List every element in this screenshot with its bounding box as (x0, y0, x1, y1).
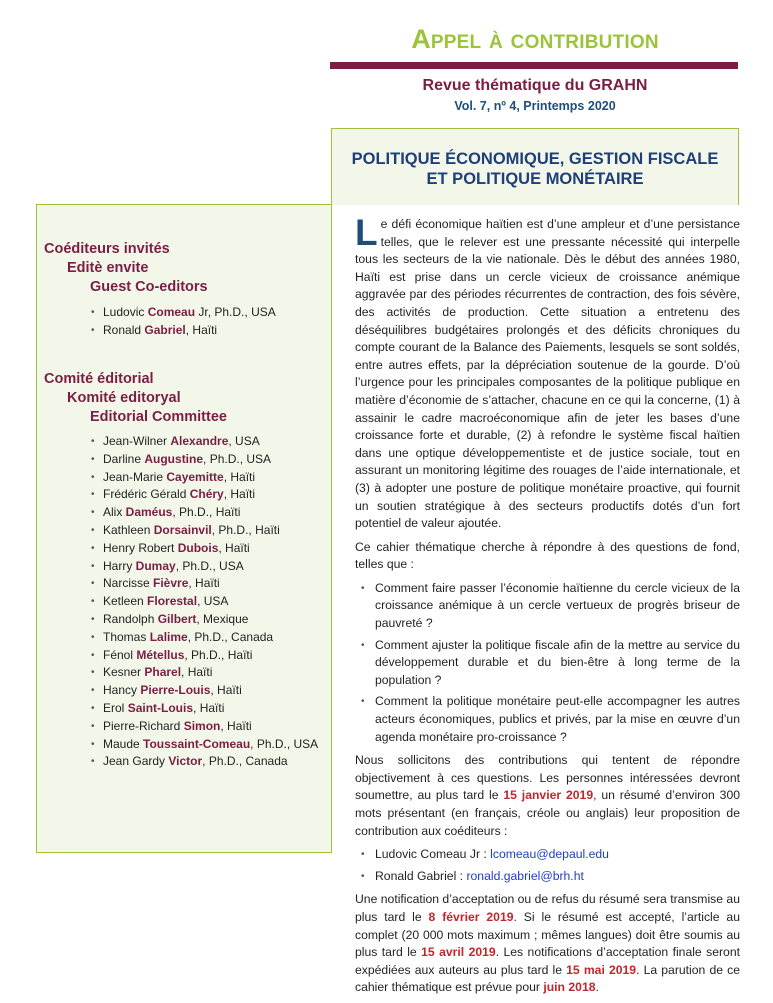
notification-text: . Les notifications d’acceptation finale seront expédiées aux auteurs au plus tard le (355, 945, 740, 977)
editor-details: , Ph.D., Haïti (172, 505, 241, 520)
editor-first-name: Henry Robert (103, 540, 178, 555)
theme-title (332, 149, 738, 189)
editor-details: , Haïti (188, 576, 220, 591)
theme-line-1: POLITIQUE ÉCONOMIQUE, GESTION FISCALE (351, 150, 719, 168)
editor-first-name: Narcisse (103, 576, 154, 591)
editor-details: Jr, Ph.D., USA (195, 305, 276, 319)
editor-last-name: Comeau (147, 305, 196, 319)
committee-heading-ht: Komité editoryal (67, 390, 181, 406)
editor-first-name: Hancy (103, 683, 141, 698)
editor-first-name: Pierre-Richard (103, 718, 184, 733)
editor-first-name: Erol (103, 700, 128, 715)
editor-last-name: Gilbert (157, 611, 197, 626)
theme-box (331, 128, 739, 205)
editor-last-name: Chéry (189, 487, 224, 502)
notification-text: Une notification d’acceptation ou de refus du résumé sera transmise au plus tard le (355, 892, 740, 924)
journal-name: Revue thématique du GRAHN (422, 77, 648, 94)
editor-item (91, 629, 318, 647)
editor-details: , Ph.D., Haïti (184, 647, 253, 662)
editor-last-name: Daméus (125, 505, 173, 520)
editor-details: , Haïti (193, 700, 225, 715)
question-item: • Comment ajuster la politique fiscale afin de la mettre au service du développement durable et du bien-être à long terme de la population ? (355, 637, 740, 690)
questions-intro: Ce cahier thématique cherche à répondre à des questions de fond, telles que : (355, 539, 740, 572)
editor-first-name: Darline (103, 451, 145, 466)
submission-paragraph (355, 752, 740, 840)
editor-last-name: Alexandre (170, 434, 229, 448)
notification-date: 8 février 2019 (428, 909, 514, 924)
editor-details: , Ph.D., USA (250, 736, 319, 751)
drop-cap: L (355, 212, 378, 253)
editor-first-name: Kathleen (103, 522, 154, 537)
editor-last-name: Fièvre (153, 576, 189, 591)
editor-details: , Ph.D., Canada (202, 754, 288, 769)
intro-paragraph (355, 212, 740, 533)
editor-details: , Ph.D., USA (203, 451, 272, 466)
editor-last-name: Florestal (147, 594, 198, 609)
editor-item (91, 664, 318, 682)
editor-first-name: Maude (103, 736, 144, 751)
editor-first-name: Jean-Marie (103, 469, 167, 484)
committee-heading-fr: Comité éditorial (44, 371, 154, 387)
notification-paragraph (355, 891, 740, 997)
editor-details: , Ph.D., USA (175, 558, 244, 573)
editor-first-name: Thomas (103, 629, 150, 644)
title-divider (330, 62, 738, 69)
call-body (355, 212, 740, 1003)
editor-item (91, 504, 318, 522)
contact-name: Ronald Gabriel : (375, 868, 467, 883)
editor-last-name: Simon (183, 718, 221, 733)
guest-editors-list (91, 304, 276, 340)
editor-last-name: Gabriel (144, 322, 186, 337)
contact-name: Ludovic Comeau Jr : (375, 847, 491, 862)
editor-item (91, 451, 318, 469)
contact-item (355, 846, 740, 864)
contact-email-link[interactable]: ronald.gabriel@brh.ht (466, 868, 584, 883)
editor-last-name: Cayemitte (166, 469, 224, 484)
editor-item (91, 575, 318, 593)
editor-last-name: Saint-Louis (127, 700, 194, 715)
editor-first-name: Jean Gardy (103, 754, 169, 769)
editor-details: , Haïti (210, 683, 242, 698)
contact-item (355, 868, 740, 886)
editor-last-name: Lalime (149, 629, 188, 644)
editor-details: , USA (228, 434, 260, 448)
editor-last-name: Pharel (144, 665, 182, 680)
editor-details: , USA (197, 594, 229, 609)
editor-first-name: Kesner (103, 665, 145, 680)
editor-last-name: Toussaint-Comeau (143, 736, 251, 751)
editor-item (91, 611, 318, 629)
editor-details: , Haïti (218, 540, 250, 555)
editor-item (91, 304, 276, 322)
editor-details: , Mexique (196, 611, 249, 626)
submission-text: Nous sollicitons des contributions qui tentent de répondre objectivement à ces questions. Les personnes intéressées devront soumettre, au plus tard le (355, 753, 740, 803)
editor-first-name: Alix (103, 505, 126, 520)
editor-item (91, 522, 318, 540)
editor-item (91, 700, 318, 718)
editor-first-name: Ronald (103, 322, 145, 337)
notification-text: . Si le résumé est accepté, l’article au complet (20 000 mots maximum ; mêmes langues) doit être soumis au plus tard le (355, 909, 740, 960)
intro-text: e défi économique haïtien est d’une ampleur et d’une persistance telles, que le relever est une pressante nécessité qui interpelle tous les secteurs de la vie nationale. Dès le début des années 1980, Haïti est prise dans un cercle vicieux de croissance anémique aggravée par des périodes récurrentes de contraction, des fois sévère, des activités de production. Cette situation a entretenu des déséquilibres budgétaires prolongés et des déficits chroniques du compte courant de la Balance des Paiements, lesquels se sont soldés, entre autres effets, par la dépréciation soutenue de la gourde. D’où l’urgence pour les principales composantes de la politique publique en matière d’économie de s’attacher, chacune en ce qui la concerne, (1) à assainir le cadre macroéconomique afin de jeter les bases d’une croissance forte et durable, (2) à refondre le système fiscal haïtien dans une optique développementiste et de justice sociale, tout en assurant un monitoring légitime des rouages de l’aide internationale, et (3) à adopter une posture de politique monétaire proactive, qui fournit un soutien stratégique à des secteurs productifs dotés d’un fort potentiel de valeur ajoutée. (355, 217, 740, 531)
editor-item (91, 433, 318, 451)
sidebar-editors (36, 204, 332, 853)
editor-last-name: Dubois (177, 540, 219, 555)
editor-last-name: Métellus (136, 647, 185, 662)
editor-first-name: Ludovic (103, 305, 148, 319)
guest-heading-en: Guest Co-editors (90, 279, 208, 295)
editor-item (91, 682, 318, 700)
theme-line-2: ET POLITIQUE MONÉTAIRE (426, 170, 644, 188)
questions-list (355, 580, 740, 746)
editor-first-name: Ketleen (103, 594, 148, 609)
editor-details: , Haïti (220, 718, 252, 733)
editor-item (91, 593, 318, 611)
submission-text: , un résumé d’environ 300 mots présentant (en français, créole ou anglais) leur proposition de contribution aux coéditeurs : (355, 788, 740, 838)
editor-first-name: Frédéric Gérald (103, 487, 190, 502)
editor-details: , Haïti (223, 469, 256, 484)
committee-heading-en: Editorial Committee (90, 409, 227, 425)
volume-info: Vol. 7, nº 4, Printemps 2020 (454, 99, 616, 113)
contact-email-link[interactable]: lcomeau@depaul.edu (490, 847, 609, 862)
editor-details: , Haïti (181, 665, 213, 680)
editor-last-name: Dorsainvil (153, 522, 212, 537)
editor-item (91, 753, 318, 771)
editor-last-name: Victor (168, 754, 203, 769)
guest-heading-ht: Editè envite (67, 260, 149, 276)
editor-details: , Ph.D., Haïti (211, 522, 280, 537)
notification-text: . (595, 980, 599, 995)
abstract-deadline: 15 janvier 2019 (503, 788, 594, 803)
editor-item (91, 647, 318, 665)
editor-item (91, 540, 318, 558)
editor-item (91, 322, 276, 340)
editor-first-name: Randolph (103, 611, 158, 626)
article-deadline: 15 avril 2019 (421, 945, 496, 960)
guest-heading-fr: Coéditeurs invités (44, 241, 170, 257)
editor-details: , Haïti (223, 487, 256, 502)
editor-first-name: Jean-Wilner (103, 434, 171, 448)
editor-first-name: Harry (103, 558, 136, 573)
committee-list (91, 433, 318, 771)
editor-last-name: Pierre-Louis (140, 683, 211, 698)
editor-item (91, 736, 318, 754)
editor-item (91, 718, 318, 736)
editor-details: , Haïti (185, 322, 218, 337)
question-item: • Comment la politique monétaire peut-elle accompagner les autres acteurs économiques, publics et privés, par la mise en œuvre d’un agenda monétaire pro-croissance ? (355, 693, 740, 746)
editor-details: , Ph.D., Canada (187, 629, 274, 644)
question-item: • Comment faire passer l’économie haïtienne du cercle vicieux de la croissance anémique à un cercle vertueux de progrès briseur de pauvreté ? (355, 580, 740, 633)
page-title: Appel à contribution (411, 24, 659, 54)
publication-date: juin 2018 (543, 980, 596, 995)
editor-last-name: Dumay (135, 558, 176, 573)
editor-item (91, 486, 318, 504)
editor-first-name: Fénol (103, 647, 137, 662)
final-notification-date: 15 mai 2019 (566, 962, 637, 977)
contacts-list (355, 846, 740, 885)
editor-item (91, 469, 318, 487)
editor-item (91, 558, 318, 576)
editor-last-name: Augustine (144, 451, 204, 466)
notification-text: . La parution de ce cahier thématique est prévue pour (355, 962, 740, 995)
